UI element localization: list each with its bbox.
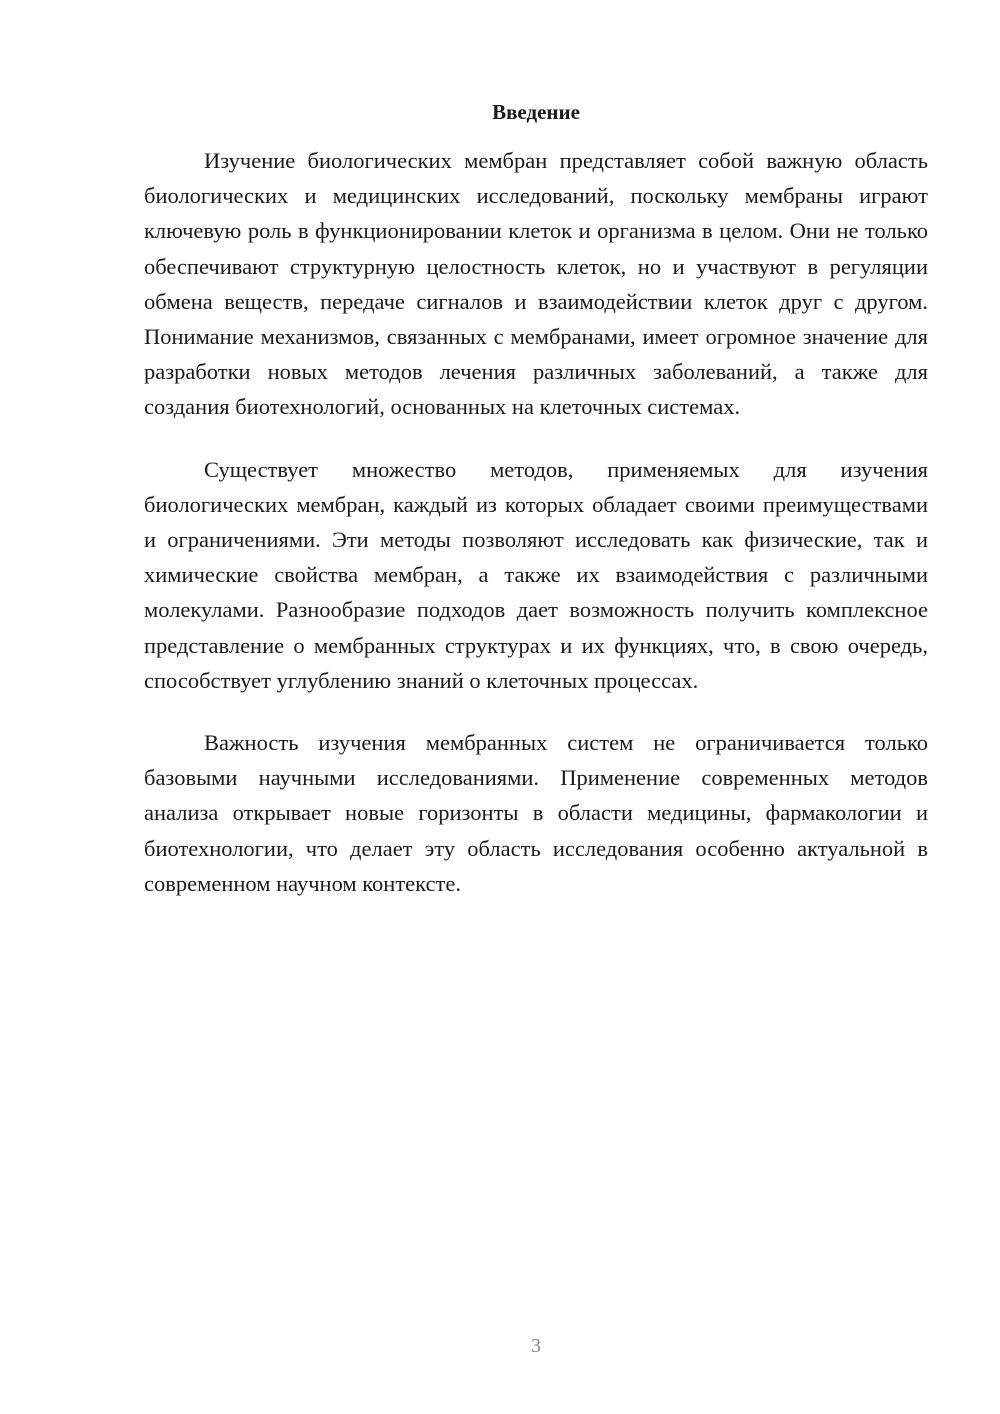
paragraph-2: Существует множество методов, применяемых для изучения биологических мембран, каждый из которых обладает своими преимуществами и ограничениями. Эти методы позволяют исследовать как физические, так и химические свойства мембран, а также их взаимодействия с различными молекулами. Разнообразие подходов дает возможность получить комплексное представление о мембранных структурах и их функциях, что, в свою очередь, способствует углублению знаний о клеточных процессах. bbox=[144, 456, 928, 693]
section-heading: Введение bbox=[492, 100, 580, 124]
page-number: 3 bbox=[531, 1335, 541, 1357]
paragraph-1: Изучение биологических мембран представляет собой важную область биологических и медицинских исследований, поскольку мембраны играют ключевую роль в функционировании клеток и организма в целом. Они не только обеспечивают структурную целостность клеток, но и участвуют в регуляции обмена веществ, передаче сигналов и взаимодействии клеток друг с другом. Понимание механизмов, связанных с мембранами, имеет огромное значение для разработки новых методов лечения различных заболеваний, а также для создания биотехнологий, основанных на клеточных системах. bbox=[144, 148, 928, 420]
body-text bbox=[144, 143, 928, 928]
paragraph-3: Важность изучения мембранных систем не ограничивается только базовыми научными исследованиями. Применение современных методов анализа открывает новые горизонты в области медицины, фармакологии и биотехнологии, что делает эту область исследования особенно актуальной в современном научном контексте. bbox=[144, 730, 928, 896]
